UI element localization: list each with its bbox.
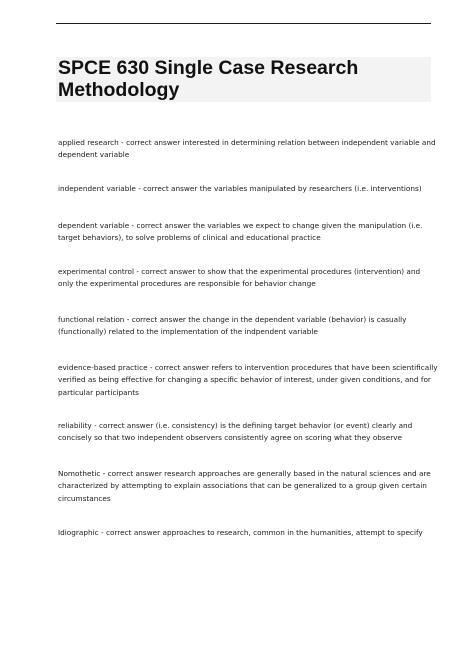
entry-line: characterized by attempting to explain associations that can be generalized to a group given certain — [58, 481, 427, 491]
entry-line: concisely so that two independent observers consistently agree on scoring what they observe — [58, 433, 403, 443]
title-line-2: Methodology — [58, 79, 180, 101]
term-entry-independent-variable — [58, 183, 434, 195]
top-divider — [56, 23, 431, 24]
entry-line: applied research - correct answer interested in determining relation between independent variable and — [58, 138, 436, 147]
entry-line: particular participants — [58, 387, 139, 397]
term-entry-idiographic — [58, 527, 434, 539]
term-entry-evidence-based-practice — [58, 362, 438, 399]
entry-line: evidence-based practice - correct answer refers to intervention procedures that have been scientifically — [58, 363, 438, 372]
term-entry-nomothetic — [58, 468, 434, 505]
entry-line: Idiographic - correct answer approaches to research, common in the humanities, attempt to specify — [58, 528, 423, 537]
term-entry-dependent-variable — [58, 220, 434, 245]
entry-line: circumstances — [58, 493, 111, 503]
entry-line: (functionally) related to the implementation of the indpendent variable — [58, 327, 318, 337]
entry-line: dependent variable - correct answer the variables we expect to change given the manipulation (i.e. — [58, 221, 423, 230]
entry-line: experimental control - correct answer to show that the experimental procedures (intervention) and — [58, 267, 421, 276]
entry-line: verified as being effective for changing a specific behavior of interest, under given conditions, and for — [58, 375, 431, 385]
page-title — [58, 57, 430, 101]
entry-line: dependent variable — [58, 150, 130, 160]
term-entry-experimental-control — [58, 266, 434, 291]
entry-line: reliability - correct answer (i.e. consistency) is the defining target behavior (or event) clearly and — [58, 421, 413, 430]
term-entry-applied-research — [58, 137, 434, 162]
term-entry-functional-relation — [58, 314, 434, 339]
term-entry-reliability — [58, 420, 434, 445]
entry-line: only the experimental procedures are responsible for behavior change — [58, 279, 316, 289]
entry-line: independent variable - correct answer the variables manipulated by researchers (i.e. interventions) — [58, 184, 422, 193]
title-line-1: SPCE 630 Single Case Research — [58, 57, 359, 79]
entry-line: functional relation - correct answer the change in the dependent variable (behavior) is casually — [58, 315, 407, 324]
entry-line: Nomothetic - correct answer research approaches are generally based in the natural sciences and are — [58, 469, 431, 478]
entry-line: target behaviors), to solve problems of clinical and educational practice — [58, 233, 321, 243]
